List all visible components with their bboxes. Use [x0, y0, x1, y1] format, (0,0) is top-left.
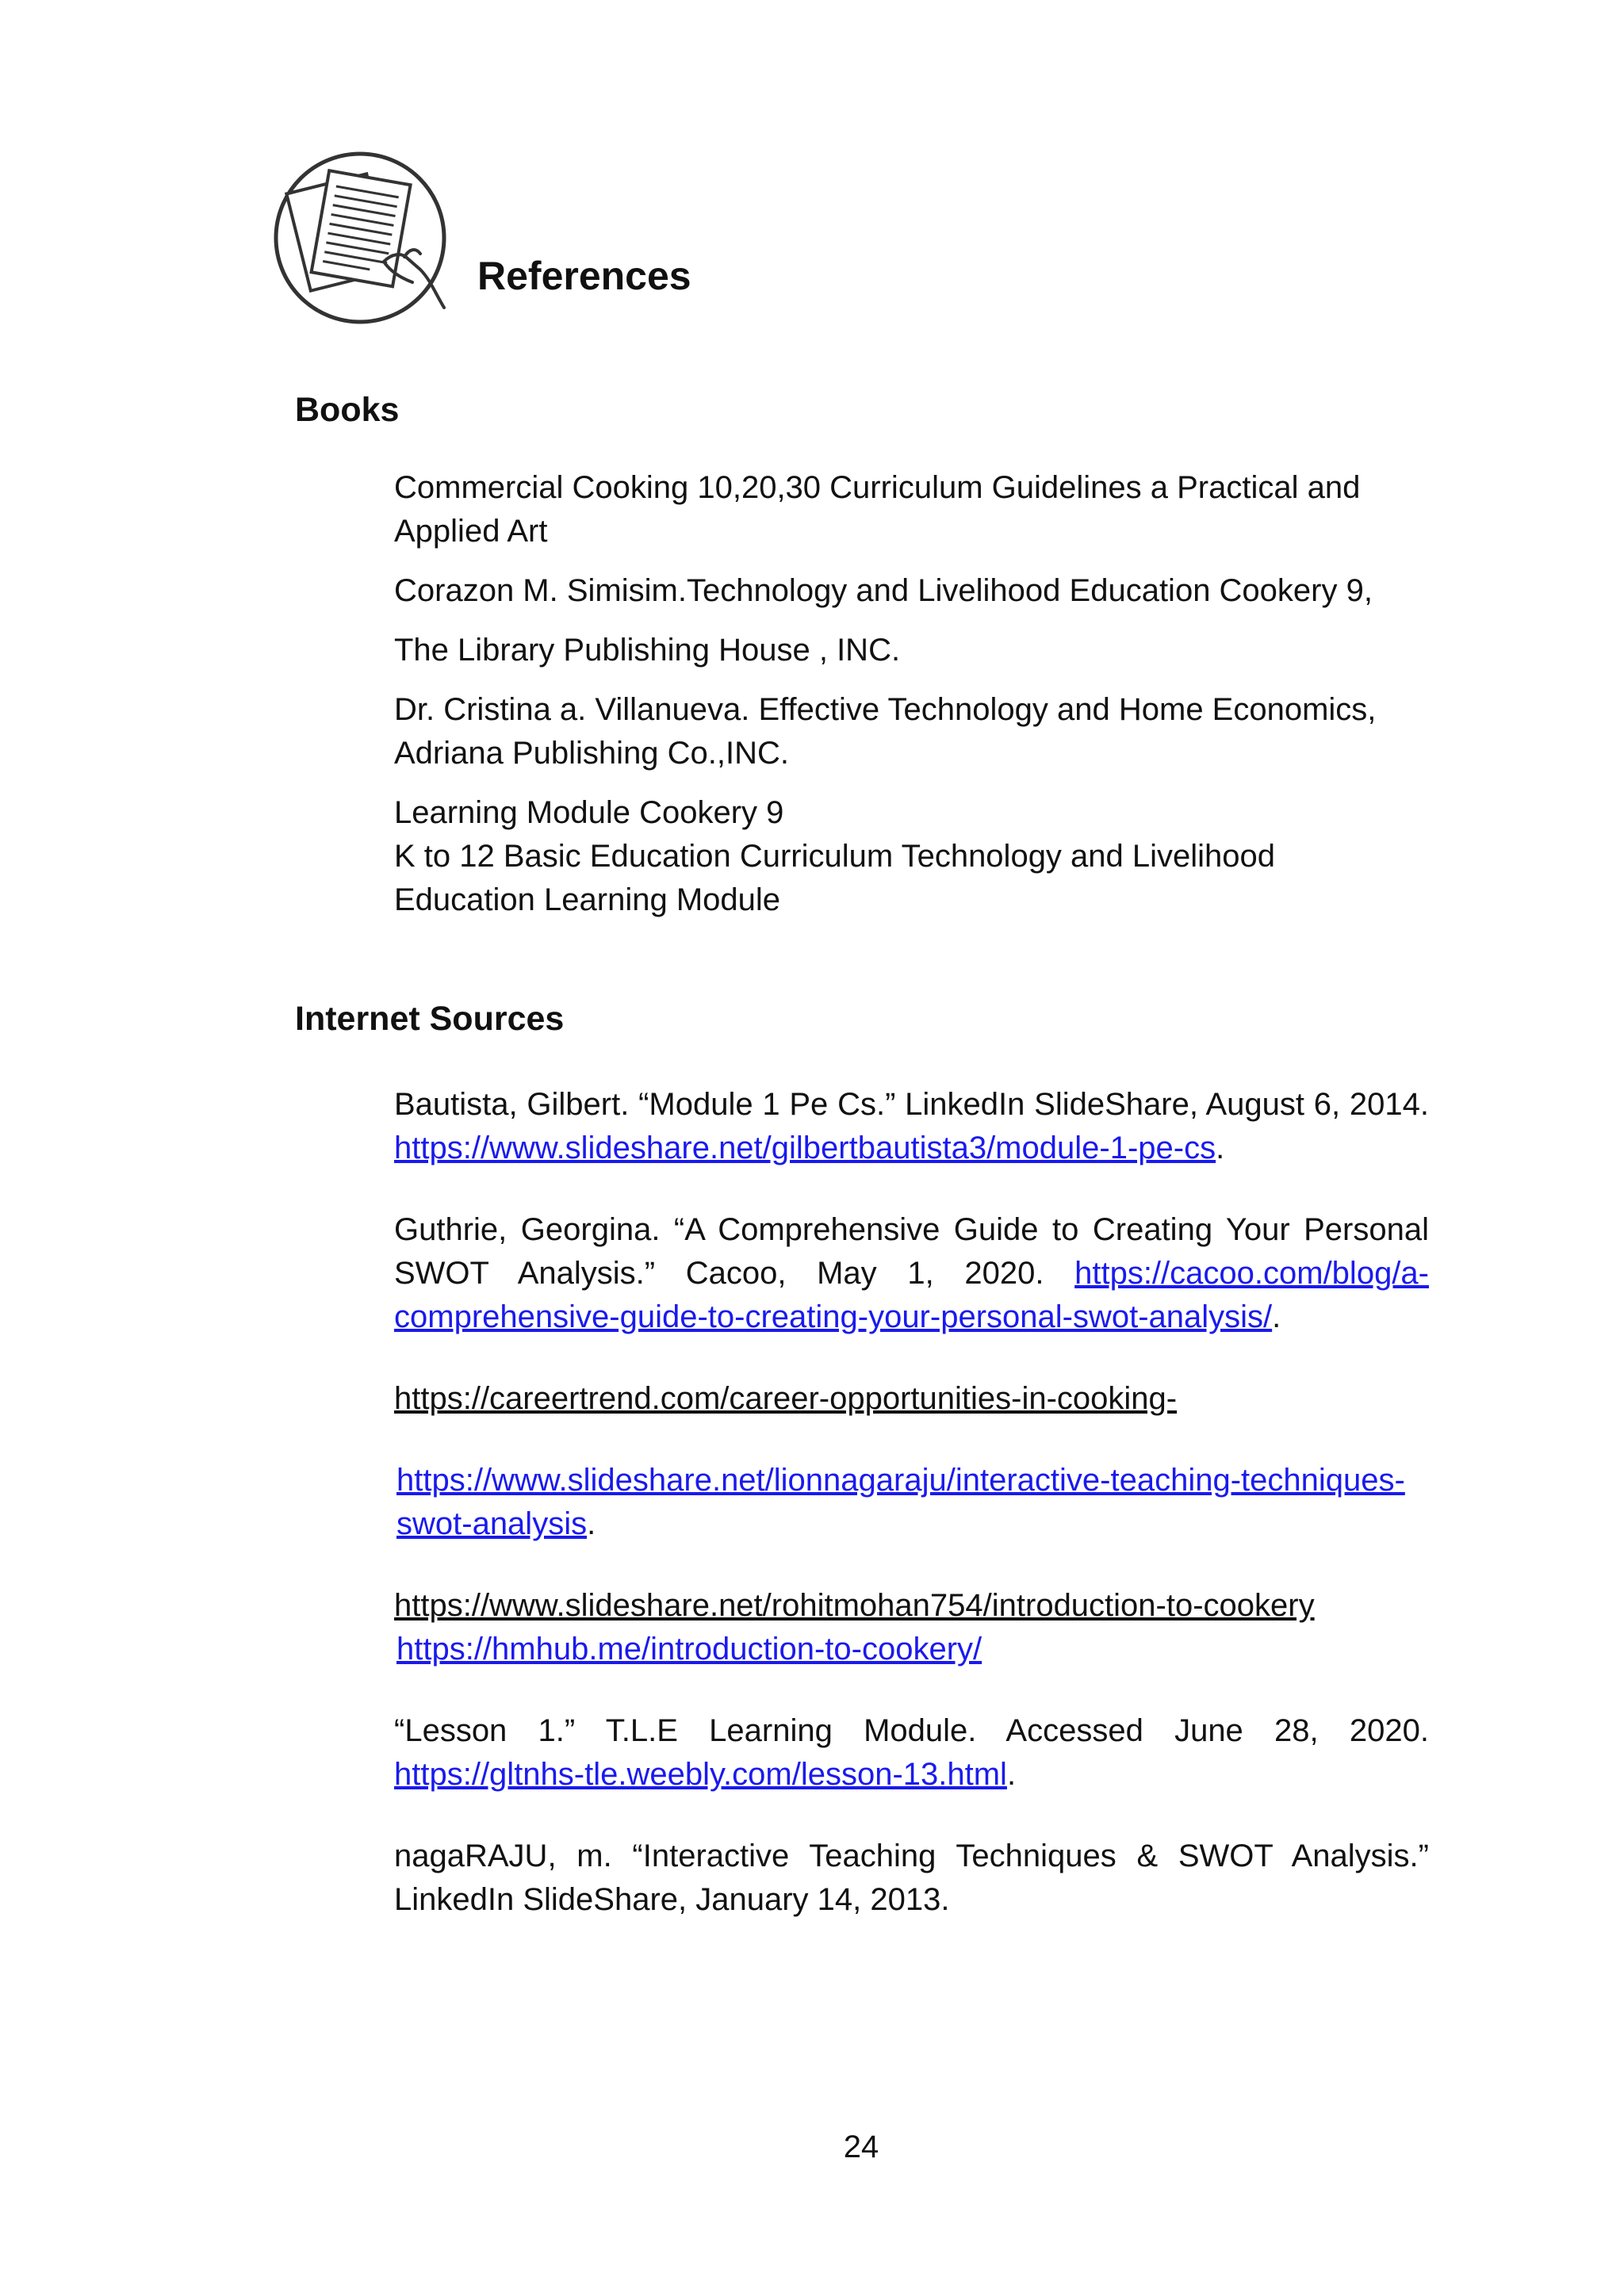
reference-link[interactable]: https://www.slideshare.net/rohitmohan754/introduction-to-cookery — [394, 1588, 1315, 1623]
list-item — [394, 1208, 1429, 1339]
reference-line: Dr. Cristina a. Villanueva. Effective Technology and Home Economics, — [394, 692, 1377, 727]
reference-link[interactable]: https://www.slideshare.net/lionnagaraju/interactive-teaching-techniques-swot-analysis — [396, 1463, 1405, 1541]
reference-punctuation: . — [1272, 1299, 1281, 1334]
section-heading-books: Books — [295, 391, 400, 429]
reference-line: Corazon M. Simisim.Technology and Livelihood Education Cookery 9, — [394, 573, 1373, 608]
reference-link[interactable]: https://www.slideshare.net/gilbertbautista3/module-1-pe-cs — [394, 1131, 1216, 1165]
page-number: 24 — [843, 2130, 879, 2164]
reference-punctuation: . — [1006, 1757, 1017, 1792]
list-item — [394, 1083, 1429, 1170]
reference-punctuation: . — [587, 1506, 596, 1541]
reference-line: Adriana Publishing Co.,INC. — [394, 736, 790, 771]
list-item — [394, 569, 1429, 613]
reference-line: Applied Art — [394, 514, 548, 549]
reference-text: Bautista, Gilbert. “Module 1 Pe Cs.” LinkedIn SlideShare, August 6, 2014. — [394, 1087, 1429, 1122]
reference-punctuation: . — [1216, 1131, 1225, 1165]
documents-in-hand-icon — [265, 151, 460, 325]
list-item — [394, 466, 1429, 553]
reference-link[interactable]: https://careertrend.com/career-opportunities-in-cooking- — [394, 1381, 1178, 1416]
reference-line: Commercial Cooking 10,20,30 Curriculum Guidelines a Practical and — [394, 470, 1361, 505]
reference-line: The Library Publishing House , INC. — [394, 633, 901, 668]
reference-line: K to 12 Basic Education Curriculum Technology and Livelihood — [394, 839, 1276, 874]
page-title: References — [477, 254, 691, 298]
list-item — [394, 1584, 1429, 1671]
reference-line: Learning Module Cookery 9 — [394, 795, 784, 830]
list-item — [394, 791, 1429, 922]
books-list — [394, 466, 1429, 938]
reference-text: Guthrie, Georgina. “A Comprehensive Guide to Creating Your Personal SWOT Analysis.” Cacoo, May 1, 2020. — [394, 1212, 1429, 1291]
list-item — [394, 629, 1429, 672]
reference-line: Education Learning Module — [394, 882, 781, 917]
list-item — [394, 1377, 1429, 1421]
section-heading-internet-sources: Internet Sources — [295, 1000, 565, 1038]
list-item — [394, 1835, 1429, 1922]
list-item — [394, 688, 1429, 775]
list-item — [394, 1459, 1429, 1546]
list-item — [394, 1709, 1429, 1797]
reference-link[interactable]: https://hmhub.me/introduction-to-cookery/ — [396, 1632, 982, 1667]
reference-link[interactable]: https://cacoo.com/blog/a-comprehensive-guide-to-creating-your-personal-swot-analysis/ — [394, 1256, 1429, 1334]
reference-link[interactable]: https://gltnhs-tle.weebly.com/lesson-13.html — [394, 1757, 1007, 1792]
reference-text: nagaRAJU, m. “Interactive Teaching Techniques & SWOT Analysis.” LinkedIn SlideShare, January 14, 2013. — [394, 1839, 1429, 1917]
internet-sources-list — [394, 1083, 1429, 1960]
reference-text: “Lesson 1.” T.L.E Learning Module. Accessed June 28, 2020. — [394, 1713, 1429, 1748]
